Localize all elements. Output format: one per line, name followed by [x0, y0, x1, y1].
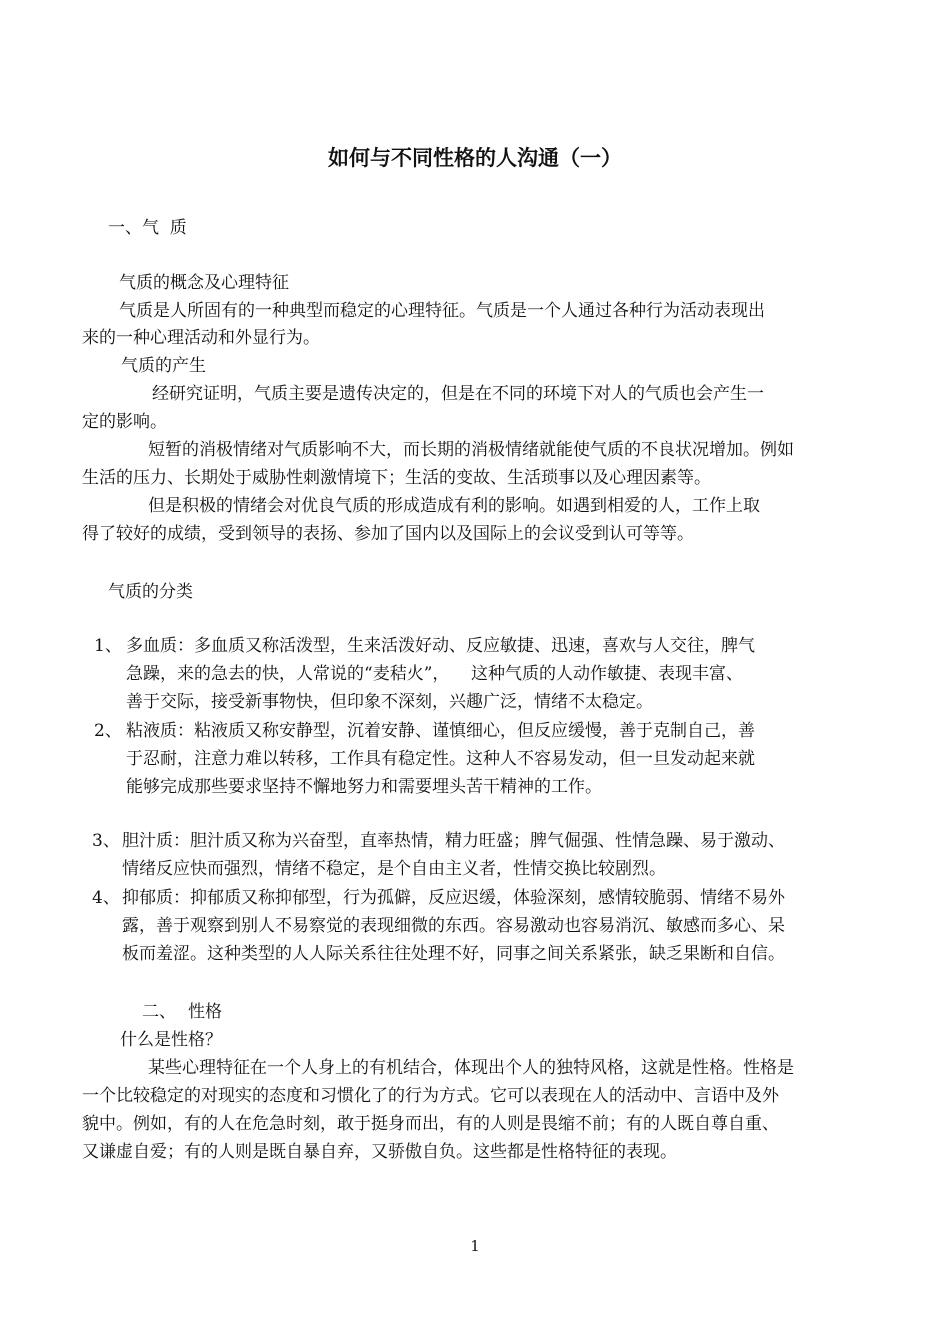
list-item-line: 能够完成那些要求坚持不懈地努力和需要埋头苦干精神的工作。	[126, 777, 602, 797]
list-number: 1、	[94, 636, 122, 656]
page-number: 1	[470, 1237, 480, 1255]
paragraph-line: 经研究证明，气质主要是遗传决定的，但是在不同的环境下对人的气质也会产生一	[152, 384, 764, 404]
paragraph-line: 貌中。例如，有的人在危急时刻，敢于挺身而出，有的人则是畏缩不前；有的人既自尊自重、	[82, 1114, 779, 1134]
paragraph-line: 定的影响。	[82, 412, 167, 432]
section-heading-number: 二、	[142, 1002, 176, 1022]
list-item-line: 多血质：多血质又称活泼型，生来活泼好动、反应敏捷、迅速，喜欢与人交往，脾气	[126, 636, 755, 656]
paragraph-line: 某些心理特征在一个人身上的有机结合，体现出个人的独特风格，这就是性格。性格是	[148, 1058, 794, 1078]
list-item-line: 情绪反应快而强烈，情绪不稳定，是个自由主义者，性情交换比较剧烈。	[122, 859, 666, 879]
paragraph-line: 气质是人所固有的一种典型而稳定的心理特征。气质是一个人通过各种行为活动表现出	[119, 301, 765, 321]
list-item-line: 于忍耐，注意力难以转移，工作具有稳定性。这种人不容易发动，但一旦发动起来就	[126, 749, 755, 769]
list-item-line: 露，善于观察到别人不易察觉的表现细微的东西。容易激动也容易消沉、敏感而多心、呆	[122, 916, 785, 936]
list-number: 2、	[94, 721, 122, 741]
list-item-line: 抑郁质：抑郁质又称抑郁型，行为孤僻，反应迟缓，体验深刻，感情较脆弱、情绪不易外	[122, 888, 785, 908]
subheading-what-is-personality: 什么是性格？	[120, 1030, 222, 1050]
section-heading-temperament: 一、气 质	[108, 218, 187, 238]
subheading-origin: 气质的产生	[121, 356, 206, 376]
list-item-line: 善于交际，接受新事物快，但印象不深刻，兴趣广泛，情绪不太稳定。	[126, 692, 653, 712]
paragraph-line: 生活的压力、长期处于威胁性刺激情境下；生活的变故、生活琐事以及心理因素等。	[82, 468, 711, 488]
section-heading-personality: 性格	[188, 1002, 222, 1022]
paragraph-line: 短暂的消极情绪对气质影响不大，而长期的消极情绪就能使气质的不良状况增加。例如	[148, 440, 794, 460]
subheading-concept: 气质的概念及心理特征	[119, 273, 289, 293]
list-item-line: 粘液质：粘液质又称安静型，沉着安静、谨慎细心，但反应缓慢，善于克制自己，善	[126, 721, 755, 741]
paragraph-line: 来的一种心理活动和外显行为。	[82, 328, 320, 348]
paragraph-line: 一个比较稳定的对现实的态度和习惯化了的行为方式。它可以表现在人的活动中、言语中及外	[82, 1086, 779, 1106]
paragraph-line: 但是积极的情绪会对优良气质的形成造成有利的影响。如遇到相爱的人，工作上取	[148, 496, 760, 516]
list-item-line: 胆汁质：胆汁质又称为兴奋型，直率热情，精力旺盛；脾气倔强、性情急躁、易于激动、	[122, 831, 785, 851]
list-number: 3、	[92, 831, 120, 851]
list-item-line: 急躁，来的急去的快，人常说的“麦秸火”， 这种气质的人动作敏捷、表现丰富、	[126, 664, 743, 684]
paragraph-line: 得了较好的成绩，受到领导的表扬、参加了国内以及国际上的会议受到认可等等。	[82, 524, 694, 544]
list-number: 4、	[92, 888, 120, 908]
page-title: 如何与不同性格的人沟通（一）	[328, 145, 622, 170]
paragraph-line: 又谦虚自爱；有的人则是既自暴自弃，又骄傲自负。这些都是性格特征的表现。	[82, 1142, 677, 1162]
list-item-line: 板而羞涩。这种类型的人人际关系往往处理不好，同事之间关系紧张，缺乏果断和自信。	[122, 944, 785, 964]
subheading-classification: 气质的分类	[108, 582, 193, 602]
